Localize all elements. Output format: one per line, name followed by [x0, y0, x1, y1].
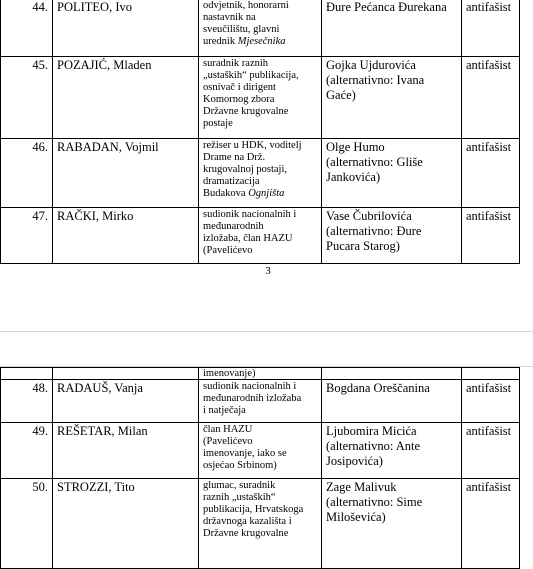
- document-table-page-3: [0, 0, 520, 264]
- person-name: RAČKI, Mirko: [53, 208, 199, 264]
- continuation-text: imenovanje): [199, 368, 322, 380]
- table-row: [1, 380, 520, 423]
- description-text: urednik: [203, 36, 238, 47]
- description-line: sudionik nacionalnih i: [203, 381, 297, 392]
- street-line: Bogdana Oreščanina: [326, 381, 430, 395]
- row-number: 47.: [1, 208, 53, 264]
- table-row: [1, 368, 520, 380]
- table-row: [1, 57, 520, 139]
- street-line: Jankovića): [326, 170, 381, 184]
- row-number: 48.: [1, 380, 53, 423]
- person-name: RABADAN, Vojmil: [53, 139, 199, 208]
- street-line: (alternativno: Ante: [326, 439, 421, 453]
- description-line: krugovalnoj postaji,: [203, 164, 287, 175]
- status-label: antifašist: [462, 380, 520, 423]
- description-line: [203, 36, 317, 48]
- street-line: Josipovića): [326, 454, 383, 468]
- description-line: Državne krugovalne: [203, 528, 289, 539]
- person-description: [199, 57, 322, 139]
- description-line: međunarodnih: [203, 221, 264, 232]
- description-line: član HAZU: [203, 424, 253, 435]
- table-row: [1, 139, 520, 208]
- street-line: Đure Pećanca Đurekana: [326, 0, 447, 14]
- description-line: Drame na Drž.: [203, 152, 266, 163]
- work-title: Ognjišta: [248, 188, 285, 199]
- person-name: RADAUŠ, Vanja: [53, 380, 199, 423]
- row-number: 49.: [1, 423, 53, 479]
- street-line: (alternativno: Sime: [326, 495, 423, 509]
- street-line: Ljubomira Micića: [326, 424, 417, 438]
- status-label: antifašist: [462, 0, 520, 57]
- description-line: državnoga kazališta i: [203, 516, 292, 527]
- page-number: 3: [265, 265, 271, 277]
- description-line: (Pavelićevo: [203, 436, 253, 447]
- row-number: 50.: [1, 479, 53, 569]
- person-name: POLITEO, Ivo: [53, 0, 199, 57]
- description-line: (Pavelićevo: [203, 245, 253, 256]
- description-line: režiser u HDK, voditelj: [203, 140, 302, 151]
- person-description: [199, 380, 322, 423]
- table-row: [1, 423, 520, 479]
- street-line: Olge Humo: [326, 140, 385, 154]
- table-row: [1, 479, 520, 569]
- street-name: [322, 0, 462, 57]
- row-number: 46.: [1, 139, 53, 208]
- description-line: sveučilištu, glavni: [203, 24, 280, 35]
- description-line: „ustaških“ publikacija,: [203, 70, 299, 81]
- description-line: Državne krugovalne: [203, 106, 289, 117]
- person-description: [199, 139, 322, 208]
- status-label: antifašist: [462, 208, 520, 264]
- street-name: [322, 479, 462, 569]
- description-line: odvjetnik, honorarni: [203, 0, 289, 11]
- page-divider: [0, 331, 533, 332]
- person-description: [199, 423, 322, 479]
- description-line: imenovanje, iako se: [203, 448, 287, 459]
- street-line: Gojka Ujdurovića: [326, 58, 416, 72]
- row-number: 44.: [1, 0, 53, 57]
- description-line: suradnik raznih: [203, 58, 269, 69]
- description-line: Komornog zbora: [203, 94, 275, 105]
- description-line: dramatizacija: [203, 176, 260, 187]
- description-line: raznih „ustaških“: [203, 492, 276, 503]
- table-row: [1, 208, 520, 264]
- description-line: izložaba, član HAZU: [203, 233, 293, 244]
- description-text: Budakova: [203, 188, 249, 199]
- table-row: [1, 0, 520, 57]
- street-name: [322, 57, 462, 139]
- description-line: sudionik nacionalnih i: [203, 209, 297, 220]
- street-line: Pucara Starog): [326, 239, 400, 253]
- description-line: [203, 188, 317, 200]
- description-line: i natječaja: [203, 405, 246, 416]
- street-line: (alternativno: Đure: [326, 224, 422, 238]
- person-name: STROZZI, Tito: [53, 479, 199, 569]
- description-line: glumac, suradnik: [203, 480, 276, 491]
- street-name: [322, 139, 462, 208]
- description-line: osjećao Srbinom): [203, 460, 277, 471]
- person-description: [199, 0, 322, 57]
- street-line: Miloševića): [326, 510, 386, 524]
- description-line: osnivač i dirigent: [203, 82, 276, 93]
- document-table-page-4: [0, 367, 520, 569]
- person-name: POZAJIĆ, Mladen: [53, 57, 199, 139]
- description-line: međunarodnih izložaba: [203, 393, 302, 404]
- row-number: 45.: [1, 57, 53, 139]
- person-name: REŠETAR, Milan: [53, 423, 199, 479]
- street-name: [322, 380, 462, 423]
- person-description: [199, 208, 322, 264]
- status-label: antifašist: [462, 479, 520, 569]
- street-line: Zage Malivuk: [326, 480, 397, 494]
- street-line: Gaće): [326, 88, 356, 102]
- status-label: antifašist: [462, 423, 520, 479]
- street-name: [322, 423, 462, 479]
- description-line: nastavnik na: [203, 12, 256, 23]
- street-name: [322, 208, 462, 264]
- description-line: publikacija, Hrvatskoga: [203, 504, 304, 515]
- street-line: (alternativno: Ivana: [326, 73, 425, 87]
- status-label: antifašist: [462, 57, 520, 139]
- person-description: [199, 479, 322, 569]
- description-line: postaje: [203, 118, 233, 129]
- publication-title: Mjesečnika: [237, 36, 286, 47]
- page-gap: [0, 330, 533, 367]
- street-line: (alternativno: Gliše: [326, 155, 423, 169]
- status-label: antifašist: [462, 139, 520, 208]
- street-line: Vase Čubrilovića: [326, 209, 412, 223]
